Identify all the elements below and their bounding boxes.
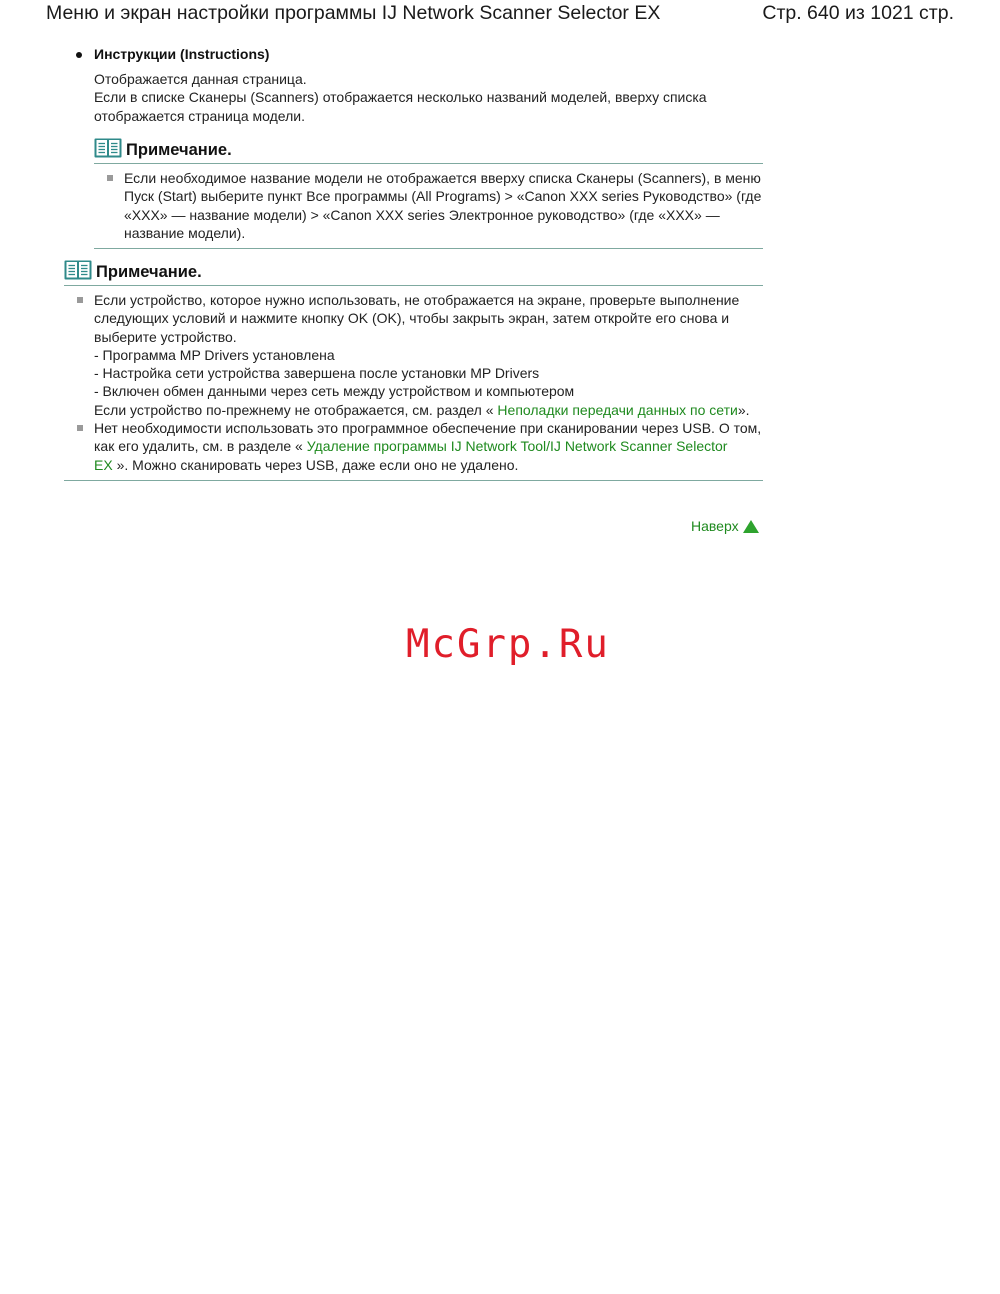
note-title: Примечание. xyxy=(96,263,202,281)
instructions-line-2: Если в списке Сканеры (Scanners) отображается несколько названий моделей, вверху списка отображается страница модели. xyxy=(94,89,707,124)
note-title: Примечание. xyxy=(126,141,232,159)
note-divider xyxy=(64,480,763,481)
instructions-body xyxy=(94,70,764,125)
square-bullet-icon xyxy=(107,175,113,181)
open-book-icon xyxy=(64,259,92,281)
note-divider xyxy=(94,248,763,249)
page-counter: Стр. 640 из 1021 стр. xyxy=(762,2,954,24)
troubleshooting-link[interactable]: Неполадки передачи данных по сети xyxy=(497,401,738,418)
note-divider xyxy=(64,285,763,286)
up-triangle-icon[interactable] xyxy=(743,520,759,533)
tail-text: Если устройство по-прежнему не отображается, см. раздел « xyxy=(94,401,494,418)
back-to-top-label[interactable]: Наверх xyxy=(691,518,739,534)
condition-line: - Программа MP Drivers установлена xyxy=(94,346,335,363)
note-item-text: Нет необходимости использовать это программное обеспечение при сканировании через USB. О том, как его удалить, см. в разделе « xyxy=(94,420,762,455)
note-item xyxy=(64,419,763,474)
square-bullet-icon xyxy=(77,297,83,303)
condition-line: - Настройка сети устройства завершена после установки MP Drivers xyxy=(94,365,540,382)
note-item xyxy=(64,291,763,419)
note-divider xyxy=(94,163,763,164)
watermark: McGrp.Ru xyxy=(406,622,610,667)
note-box-2 xyxy=(64,259,763,481)
bullet-icon xyxy=(76,52,82,58)
note-box-1 xyxy=(94,137,763,249)
uninstall-link[interactable]: Удаление программы IJ Network Tool/IJ Network Scanner Selector EX xyxy=(94,438,728,473)
open-book-icon xyxy=(94,137,122,159)
note-item-text: ». Можно сканировать через USB, даже если оно не удалено. xyxy=(116,456,519,473)
instructions-heading: Инструкции (Instructions) xyxy=(94,46,270,62)
note-item xyxy=(94,169,763,242)
note-item-tail xyxy=(94,401,763,419)
note-item-text: Если устройство, которое нужно использовать, не отображается на экране, проверьте выполнение следующих условий и нажмите кнопку OK (OK), чтобы закрыть экран, затем откройте его снова и выберите устройство. xyxy=(94,292,740,345)
back-to-top-link[interactable] xyxy=(691,518,759,534)
page-title: Меню и экран настройки программы IJ Network Scanner Selector EX xyxy=(46,2,661,24)
condition-line: - Включен обмен данными через сеть между устройством и компьютером xyxy=(94,383,575,400)
square-bullet-icon xyxy=(77,425,83,431)
instructions-line-1: Отображается данная страница. xyxy=(94,71,307,87)
note-item-text: Если необходимое название модели не отображается вверху списка Сканеры (Scanners), в меню Пуск (Start) выберите пункт Все программы (All Programs) > «Canon XXX series Руководство» (где «XXX» — название модели) > «Canon XXX series Электронное руководство» (где «XXX» — название модели). xyxy=(124,170,762,241)
tail-text: ». xyxy=(737,401,750,418)
